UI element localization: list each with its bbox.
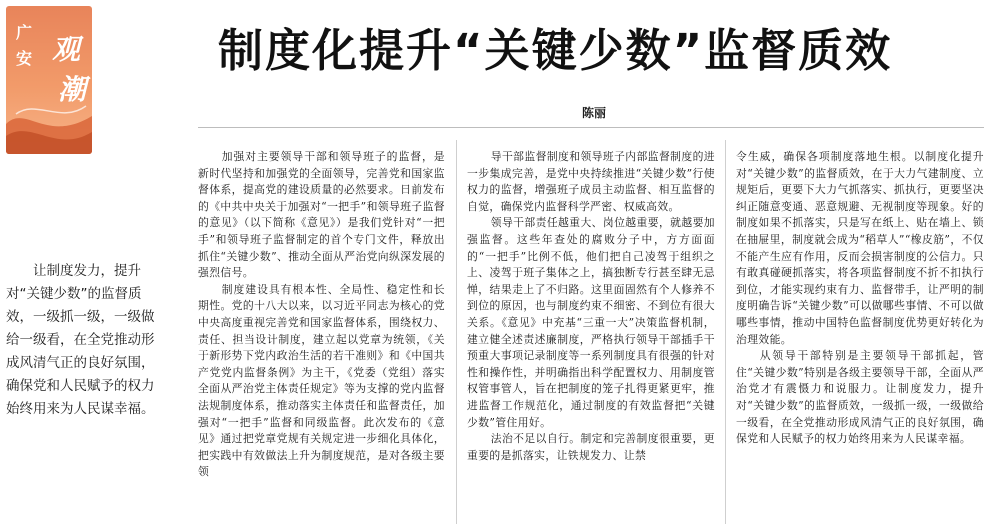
paragraph: 从领导干部特别是主要领导干部抓起，管住“关键少数”特别是各级主要领导干部，全面从严治党才有震慑力和说服力。让制度发力，提升对“关键少数”的监督质效，一级抓一级，一级做给一级看，在全党推动形成风清气正的良好氛围，确保党和人民赋予的权力始终用来为人民谋幸福。 (736, 349, 984, 446)
byline: 陈丽 (582, 106, 607, 120)
paragraph: 法治不足以自行。制定和完善制度很重要，更重要的是抓落实，让铁规发力、让禁 (467, 432, 715, 462)
headline: 制度化提升“关键少数”监督质效 (218, 24, 893, 77)
column-divider (456, 140, 457, 524)
paragraph: 领导干部责任越重大、岗位越重要，就越要加强监督。这些年查处的腐败分子中，方方面面的“一把手”比例不低，他们把自己凌驾于组织之上、凌驾于班子集体之上，搞独断专行甚至肆无忌惮，结果走上了不归路。这里面固然有个人修养不到位的原因，也与制度约束不细密、不到位有很大关系。《意见》中充基“三重一大”决策监督机制，建立健全述责述廉制度，严格执行领导干部插手干预重大事项记录制度等一系列制度具有很强的针对性和操作性，并明确指出科学配置权力、用制度管权管事管人，旨在把制度的笼子扎得更紧更牢，推进监督工作规范化，通过制度的有效监督把“关键少数”管住用好。 (467, 216, 715, 429)
article-column-1 (198, 149, 445, 524)
logo-char: 安 (16, 49, 33, 68)
paragraph: 导干部监督制度和领导班子内部监督制度的进一步集成完善，是党中央持续推进“关键少数”行使权力的监督，增强班子成员主动监督、相互监督的自觉，确保党内监督科学严密、权威高效。 (467, 150, 715, 213)
logo-char: 观 (52, 33, 81, 66)
wave-icon (6, 94, 92, 154)
divider (198, 127, 984, 128)
column-logo (6, 6, 92, 154)
logo-char: 广 (16, 23, 33, 42)
paragraph: 加强对主要领导干部和领导班子的监督，是新时代坚持和加强党的全面领导，完善党和国家监督体系，提高党的建设质量的必然要求。日前发布的《中共中央关于加强对“一把手”和领导班子监督的意见》（以下简称《意见》）是我们党针对“一把手”和领导班子监督制定的首个专门文件，释放出抓住“关键少数”、推动全面从严治党向纵深发展的强烈信号。 (198, 150, 445, 280)
article-column-2 (467, 149, 715, 524)
logo-char: 潮 (58, 73, 87, 106)
paragraph: 制度建设具有根本性、全局性、稳定性和长期性。党的十八大以来，以习近平同志为核心的党中央高度重视完善党和国家监督体系，围绕权力、责任、担当设计制度，建立起以党章为统领，《关于新形势下党内政治生活的若干准则》和《中国共产党党内监督条例》为主干，《党委（党组）落实全面从严治党主体责任规定》等为支撑的党内监督法规制度体系，推动落实主体责任和监督责任，加强对“一把手”监督和同级监督。此次发布的《意见》通过把党章党规有关规定进一步细化具体化，把实践中有效做法上升为制度规范，是对各级主要领 (198, 282, 445, 479)
pull-quote: 让制度发力，提升对“关键少数”的监督质效，一级抓一级，一级做给一级看，在全党推动形成风清气正的良好氛围，确保党和人民赋予的权力始终用来为人民谋幸福。 (6, 263, 155, 417)
article-column-3 (736, 149, 984, 524)
column-divider (725, 140, 726, 524)
paragraph: 令生威，确保各项制度落地生根。以制度化提升对“关键少数”的监督质效，在于大力气建制度、立规矩后，更要下大力气抓落实、抓执行，更要坚决纠正随意变通、恶意规避、无视制度等现象。好的制度如果不抓落实，只是写在纸上、贴在墙上、锁在抽屉里，制度就会成为“稻草人”“橡皮筋”，不仅不能产生应有作用，反而会损害制度的公信力。只有敢真碰硬抓落实，将各项监督制度不折不扣执行到位，才能实现约束有力、监督带手，让严明的制度明确告诉“关键少数”可以做哪些事情、不可以做哪些事情，推动中国特色监督制度优势更好转化为治理效能。 (736, 150, 984, 346)
